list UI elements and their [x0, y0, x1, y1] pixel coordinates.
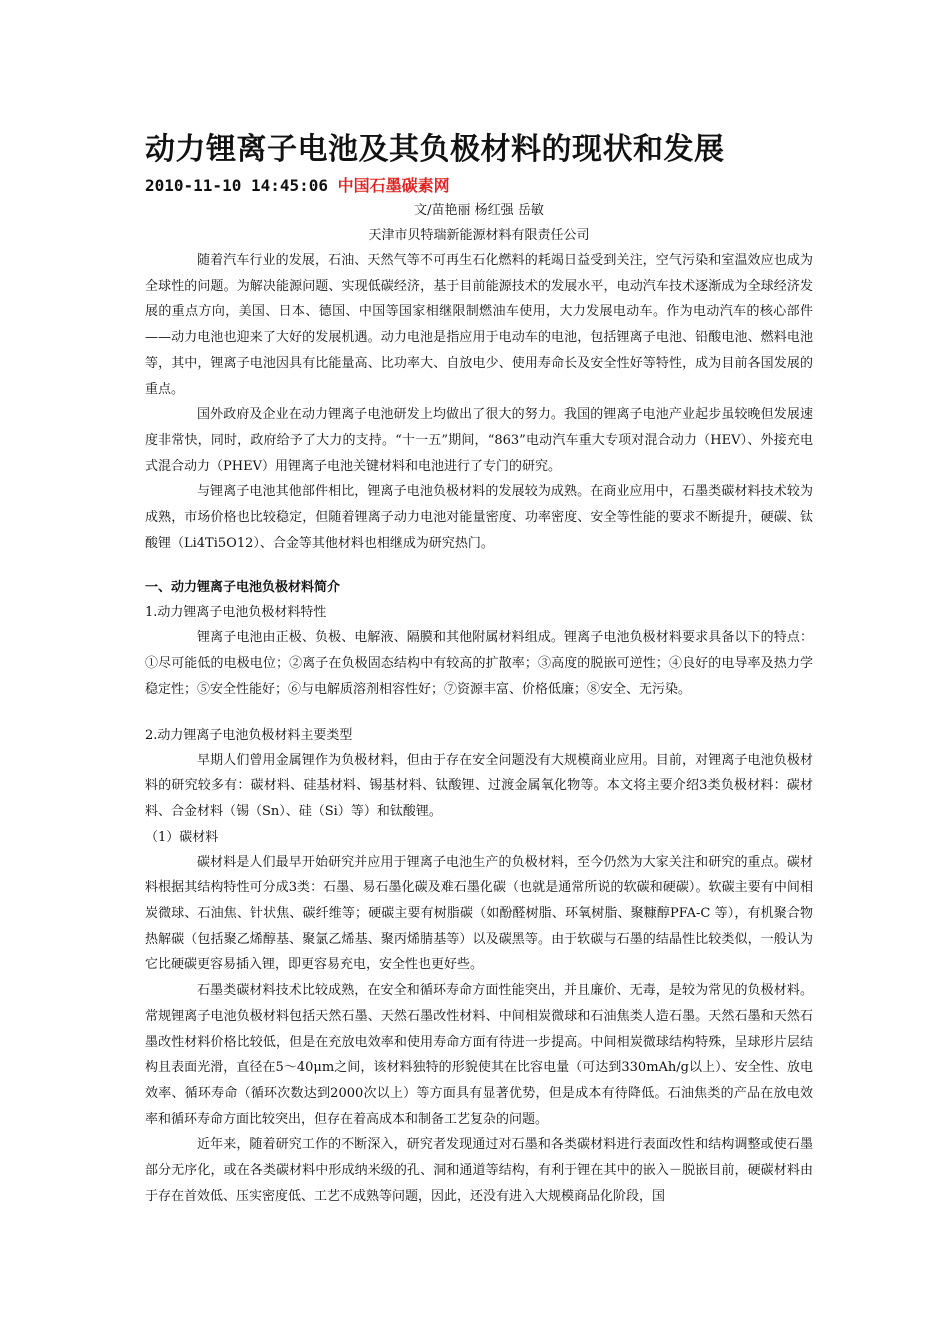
body-paragraph: 碳材料是人们最早开始研究并应用于锂离子电池生产的负极材料，至今仍然为大家关注和研究的重点。碳材料根据其结构特性可分成3类：石墨、易石墨化碳及难石墨化碳（也就是通常所说的软碳和硬碳）。软碳主要有中间相炭微球、石油焦、针状焦、碳纤维等；硬碳主要有树脂碳（如酚醛树脂、环氧树脂、聚糠醇PFA-C 等），有机聚合物热解碳（包括聚乙烯醇基、聚氯乙烯基、聚丙烯腈基等）以及碳黑等。由于软碳与石墨的结晶性比较类似，一般认为它比硬碳更容易插入锂，即更容易充电，安全性也更好些。 [145, 854, 813, 973]
company: 天津市贝特瑞新能源材料有限责任公司 [368, 228, 590, 243]
body-paragraph: 石墨类碳材料技术比较成熟，在安全和循环寿命方面性能突出，并且廉价、无毒，是较为常见的负极材料。常规锂离子电池负极材料包括天然石墨、天然石墨改性材料、中间相炭微球和石油焦类人造石墨。天然石墨和天然石墨改性材料价格比较低，但是在充放电效率和使用寿命方面有待进一步提高。中间相炭微球结构特殊，呈球形片层结构且表面光滑，直径在5～40μm之间，该材料独特的形貌使其在比容电量（可达到330mAh/g以上）、安全性、放电效率、循环寿命（循环次数达到2000次以上）等方面具有显著优势，但是成本有待降低。石油焦类的产品在放电效率和循环寿命方面比较突出，但存在着高成本和制备工艺复杂的问题。 [145, 983, 813, 1127]
article-body [145, 128, 813, 1210]
intro-paragraph: 随着汽车行业的发展，石油、天然气等不可再生石化燃料的耗竭日益受到关注，空气污染和室温效应也成为全球性的问题。为解决能源问题、实现低碳经济，基于目前能源技术的发展水平，电动汽车技术逐渐成为全球经济发展的重点方向，美国、日本、德国、中国等国家相继限制燃油车使用，大力发展电动车。作为电动汽车的核心部件——动力电池也迎来了大好的发展机遇。动力电池是指应用于电动车的电池，包括锂离子电池、铅酸电池、燃料电池等，其中，锂离子电池因具有比能量高、比功率大、自放电少、使用寿命长及安全性好等特性，成为目前各国发展的重点。 [145, 253, 813, 397]
subsection-heading: 2.动力锂离子电池负极材料主要类型 [145, 727, 353, 743]
page-title: 动力锂离子电池及其负极材料的现状和发展 [145, 132, 725, 167]
body-paragraph: 早期人们曾用金属锂作为负极材料，但由于存在安全问题没有大规模商业应用。目前，对锂离子电池负极材料的研究较多有：碳材料、硅基材料、锡基材料、钛酸锂、过渡金属氧化物等。本文将主要介绍3类负极材料：碳材料、合金材料（锡（Sn）、硅（Si）等）和钛酸锂。 [145, 752, 813, 819]
authors: 文/苗艳丽 杨红强 岳敏 [414, 203, 544, 218]
source-link[interactable]: 中国石墨碳素网 [337, 176, 450, 195]
body-paragraph: 锂离子电池由正极、负极、电解液、隔膜和其他附属材料组成。锂离子电池负极材料要求具备以下的特点：①尽可能低的电极电位；②离子在负极固态结构中有较高的扩散率；③高度的脱嵌可逆性；④良好的电导率及热力学稳定性；⑤安全性能好；⑥与电解质溶剂相容性好；⑦资源丰富、价格低廉；⑧安全、无污染。 [145, 630, 813, 697]
intro-paragraph: 国外政府及企业在动力锂离子电池研发上均做出了很大的努力。我国的锂离子电池产业起步虽较晚但发展速度非常快，同时，政府给予了大力的支持。“十一五”期间，“863”电动汽车重大专项对混合动力（HEV）、外接充电式混合动力（PHEV）用锂离子电池关键材料和电池进行了专门的研究。 [145, 407, 813, 474]
subsection-heading: （1）碳材料 [145, 829, 219, 845]
section-heading: 一、动力锂离子电池负极材料简介 [145, 580, 341, 596]
body-paragraph: 近年来，随着研究工作的不断深入，研究者发现通过对石墨和各类碳材料进行表面改性和结构调整或使石墨部分无序化，或在各类碳材料中形成纳米级的孔、洞和通道等结构，有利于锂在其中的嵌入－脱嵌目前，硬碳材料由于存在首效低、压实密度低、工艺不成熟等问题，因此，还没有进入大规模商品化阶段，国 [145, 1137, 813, 1204]
spacer [145, 556, 813, 576]
subsection-heading: 1.动力锂离子电池负极材料特性 [145, 605, 327, 621]
dateline [145, 174, 813, 198]
intro-paragraph: 与锂离子电池其他部件相比，锂离子电池负极材料的发展较为成熟。在商业应用中，石墨类碳材料技术较为成熟，市场价格也比较稳定，但随着锂离子动力电池对能量密度、功率密度、安全等性能的要求不断提升，硬碳、钛酸锂（Li4Ti5O12）、合金等其他材料也相继成为研究热门。 [145, 484, 813, 551]
publish-datetime: 2010-11-10 14:45:06 [145, 176, 329, 195]
spacer [145, 703, 813, 723]
